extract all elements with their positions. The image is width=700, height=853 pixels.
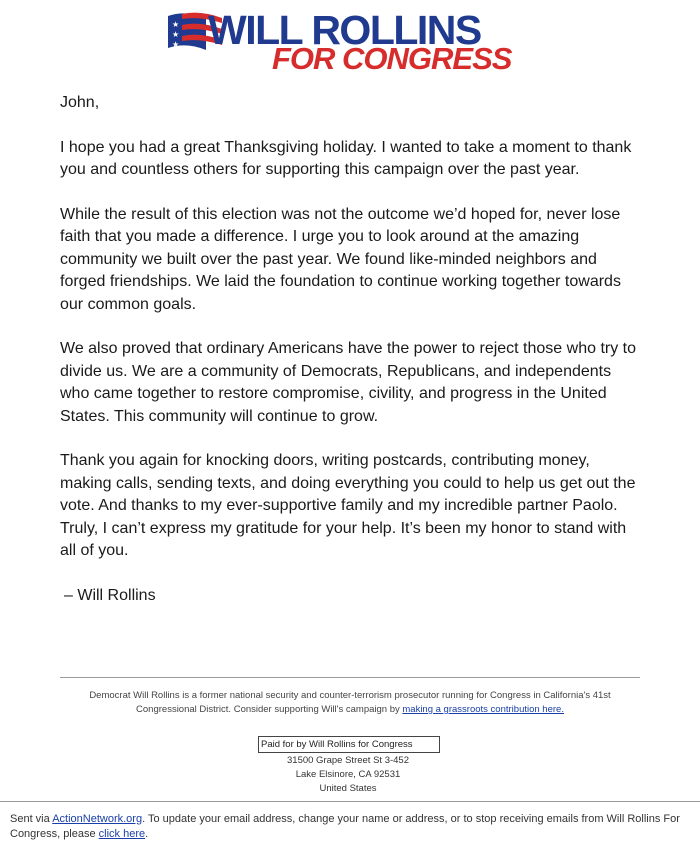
campaign-logo <box>166 8 536 74</box>
footer-suffix: . <box>145 828 149 840</box>
address-country: United States <box>319 783 377 794</box>
unsubscribe-link[interactable]: click here <box>98 828 146 840</box>
logo-subtitle: FOR CONGRESS <box>272 41 512 76</box>
letter-paragraph: I hope you had a great Thanksgiving holiday. I wanted to take a moment to thank you and countless others for supporting this campaign over the past year. <box>60 138 632 178</box>
greeting: John, <box>60 94 100 111</box>
logo-name: WILL ROLLINS <box>208 7 481 53</box>
letter-paragraph: While the result of this election was not the outcome we’d hoped for, never lose faith that you made a difference. I urge you to look around at the amazing community we built over the past year. We found like-minded neighbors and forged friendships. We laid the foundation to continue working together towards our common goals. <box>60 205 621 313</box>
footer-prefix: Sent via <box>10 813 50 825</box>
footer-text: . To update your email address, change your name or address, or to stop receiving emails from Will Rollins For Congress, please <box>10 813 680 840</box>
about-candidate <box>60 689 640 717</box>
address-street: 31500 Grape Street St 3-452 <box>287 755 409 766</box>
footer-divider <box>0 801 700 802</box>
svg-text:★: ★ <box>172 40 180 49</box>
actionnetwork-link[interactable]: ActionNetwork.org <box>52 813 143 825</box>
svg-text:★: ★ <box>172 20 180 29</box>
contribution-link[interactable]: making a grassroots contribution here. <box>402 704 564 715</box>
about-text: Democrat Will Rollins is a former national security and counter-terrorism prosecutor running for Congress in California's 41st Congressional District. Consider supporting Will's campaign by <box>89 690 611 715</box>
divider <box>60 677 640 678</box>
signature: – Will Rollins <box>64 586 156 604</box>
footer <box>10 812 700 842</box>
letter-paragraph: Thank you again for knocking doors, writing postcards, contributing money, making calls, sending texts, and doing everything you could to help us get out the vote. And thanks to my ever-supportive family and my incredible partner Paolo. Truly, I can’t express my gratitude for your help. It’s been my honor to stand with all of you. <box>60 452 636 559</box>
paid-for-disclaimer: Paid for by Will Rollins for Congress <box>258 736 440 753</box>
letter-body <box>60 92 644 629</box>
mailing-address <box>248 754 448 796</box>
letter-paragraph: We also proved that ordinary Americans have the power to reject those who try to divide us. We are a community of Democrats, Republicans, and independents who came together to restore compromise, civility, and progress in the United States. This community will continue to grow. <box>60 340 636 425</box>
svg-text:★: ★ <box>172 30 180 39</box>
address-city: Lake Elsinore, CA 92531 <box>295 769 401 780</box>
